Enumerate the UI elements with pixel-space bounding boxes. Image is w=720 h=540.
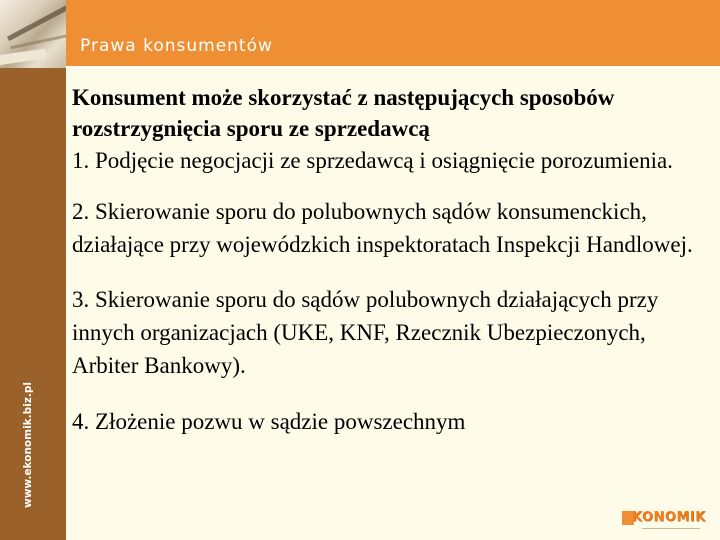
- slide-title: Prawa konsumentów: [80, 36, 273, 56]
- content-heading: Konsument może skorzystać z następujących sposobów rozstrzygnięcia sporu ze sprzedawcą: [72, 85, 615, 141]
- ekonomik-logo: [622, 505, 706, 533]
- slide-content: [72, 82, 712, 438]
- list-item: 2. Skierowanie sporu do polubownych sądów konsumenckich, działające przy wojewódzkich inspektoratach Inspekcji Handlowej.: [72, 199, 693, 257]
- website-url: www.ekonomik.biz.pl: [22, 382, 34, 508]
- logo-text: KONOMIK: [632, 510, 706, 525]
- header-bar: [0, 0, 720, 68]
- logo-divider: [642, 528, 700, 529]
- header-photo: [0, 0, 66, 68]
- header-divider: [66, 66, 720, 68]
- list-item: 1. Podjęcie negocjacji ze sprzedawcą i osiągnięcie porozumienia.: [72, 148, 673, 173]
- list-item: 3. Skierowanie sporu do sądów polubownych działających przy innych organizacjach (UKE, KNF, Rzecznik Ubezpieczonych, Arbiter Bankowy).: [72, 287, 659, 378]
- photo-detail: [0, 49, 46, 66]
- list-item: 4. Złożenie pozwu w sądzie powszechnym: [72, 409, 466, 434]
